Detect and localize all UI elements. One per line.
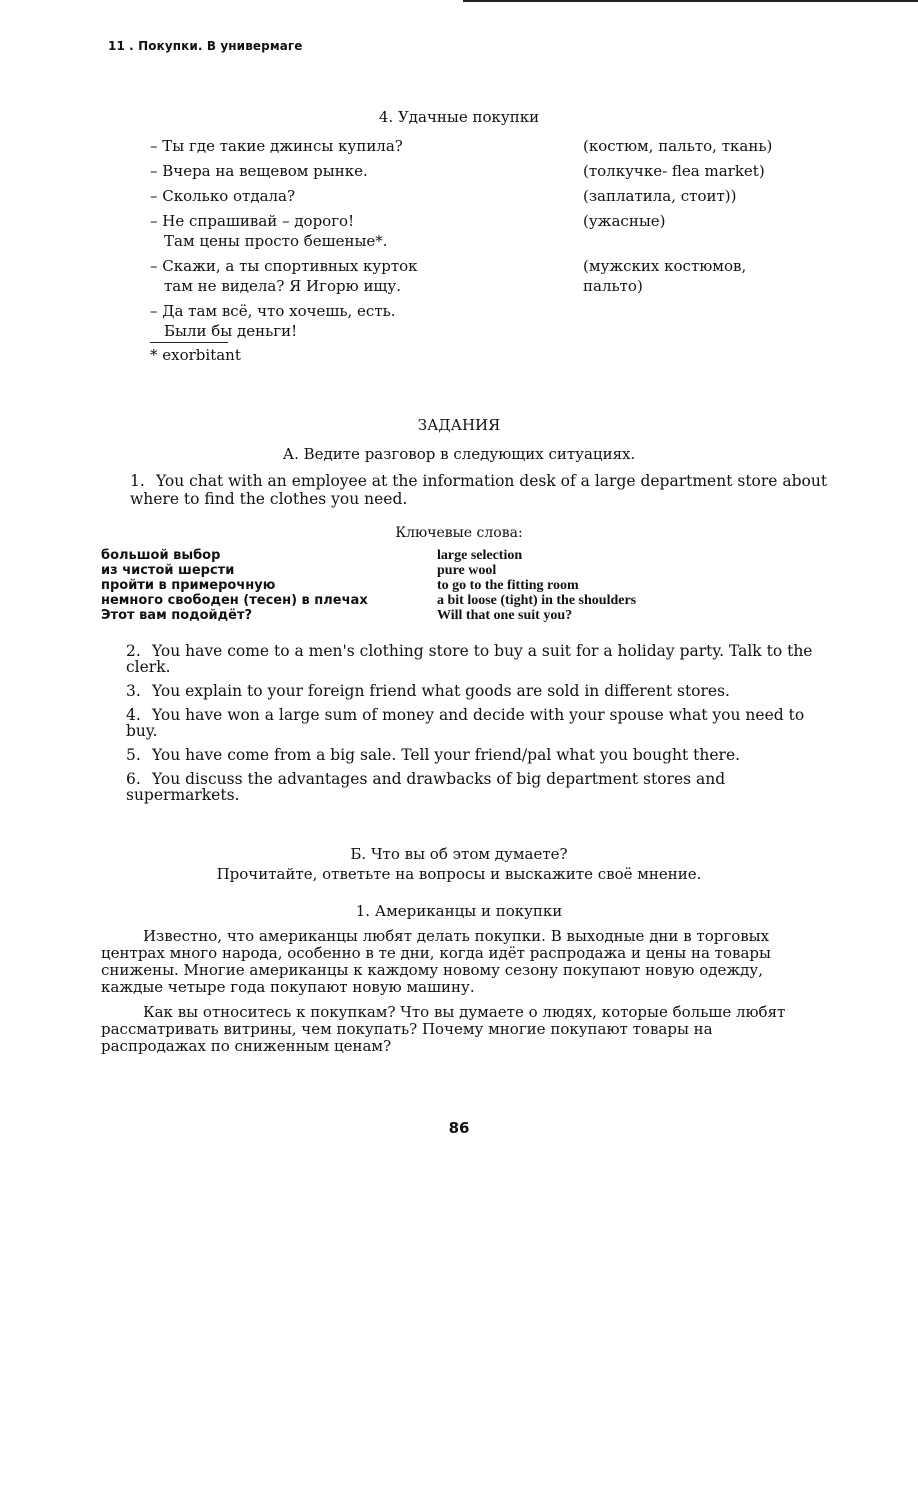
- task-item: [126, 683, 821, 699]
- keyword-ru: немного свободен (тесен) в плечах: [101, 593, 368, 608]
- substitution-hint: (заплатила, стоит)): [583, 187, 737, 205]
- task-number: 5.: [126, 746, 141, 764]
- task-number: 2.: [126, 642, 141, 660]
- dialogue-line: – Да там всё, что хочешь, есть.: [150, 302, 396, 320]
- dialogue-line-continuation: Были бы деньги!: [164, 322, 298, 340]
- substitution-hint: (ужасные): [583, 212, 666, 230]
- dialogue-line-block: [150, 211, 583, 251]
- dialogue-line: – Не спрашивай – дорого!: [150, 212, 355, 230]
- keywords-title: Ключевые слова:: [395, 525, 523, 541]
- task-number: 1.: [130, 472, 145, 490]
- task-list: [126, 643, 821, 811]
- task-number: 3.: [126, 682, 141, 700]
- section-title-successful-purchases: 4. Удачные покупки: [378, 108, 540, 126]
- substitution-hint-block: [583, 256, 873, 296]
- substitution-hint: (толкучке- flea market): [583, 162, 765, 180]
- footnote: * exorbitant: [150, 346, 241, 364]
- dialogue-line-block: [150, 256, 583, 296]
- section-a-title: А. Ведите разговор в следующих ситуациях.: [282, 445, 636, 463]
- keyword-en: to go to the fitting room: [437, 578, 579, 593]
- task-item: [126, 707, 821, 739]
- substitution-hint: пальто): [583, 277, 643, 295]
- dialogue-row: [150, 136, 890, 156]
- keyword-en: large selection: [437, 548, 523, 563]
- substitution-hint-block: [583, 211, 873, 231]
- task-item: [126, 747, 821, 763]
- top-border-line: [463, 0, 918, 2]
- page-number: 86: [448, 1119, 470, 1137]
- task-text: You chat with an employee at the information desk of a large department store about where to find the clothes you need.: [130, 472, 828, 508]
- task-1: [130, 472, 830, 508]
- article-title: 1. Американцы и покупки: [355, 902, 563, 920]
- keywords-english: [437, 548, 857, 623]
- task-text: You have come to a men's clothing store to buy a suit for a holiday party. Talk to the clerk.: [126, 642, 813, 676]
- footnote-divider: [150, 342, 228, 343]
- dialogue: [150, 136, 890, 346]
- substitution-hint: (мужских костюмов,: [583, 257, 747, 275]
- article-body: [101, 928, 806, 1063]
- tasks-heading: ЗАДАНИЯ: [417, 416, 501, 434]
- task-text: You have won a large sum of money and decide with your spouse what you need to buy.: [126, 706, 805, 740]
- dialogue-row: [150, 301, 890, 341]
- task-text: You discuss the advantages and drawbacks of big department stores and supermarkets.: [126, 770, 726, 804]
- article-paragraph: Известно, что американцы любят делать покупки. В выходные дни в торговых центрах много народа, особенно в те дни, когда идёт распродажа и цены на товары снижены. Многие американцы к каждому новому сезону покупают новую одежду, каждые четыре года покупают новую машину.: [101, 927, 771, 996]
- article-paragraph: Как вы относитесь к покупкам? Что вы думаете о людях, которые больше любят рассматривать витрины, чем покупать? Почему многие покупают товары на распродажах по сниженным ценам?: [101, 1003, 786, 1055]
- keyword-en: Will that one suit you?: [437, 608, 573, 623]
- task-number: 6.: [126, 770, 141, 788]
- section-b-title: Б. Что вы об этом думаете?: [350, 845, 568, 863]
- dialogue-row: [150, 161, 890, 181]
- task-text: You explain to your foreign friend what goods are sold in different stores.: [152, 682, 730, 700]
- keyword-ru: пройти в примерочную: [101, 578, 276, 593]
- substitution-hint: (костюм, пальто, ткань): [583, 137, 773, 155]
- dialogue-row: [150, 256, 890, 296]
- section-b-subtitle: Прочитайте, ответьте на вопросы и выскажите своё мнение.: [216, 865, 702, 883]
- dialogue-line: – Сколько отдала?: [150, 187, 296, 205]
- task-item: [126, 643, 821, 675]
- dialogue-line: – Ты где такие джинсы купила?: [150, 137, 403, 155]
- running-head: 11 . Покупки. В универмаге: [108, 39, 303, 53]
- task-text: You have come from a big sale. Tell your friend/pal what you bought there.: [152, 746, 741, 764]
- dialogue-line-continuation: там не видела? Я Игорю ищу.: [164, 277, 401, 295]
- section-b: [0, 844, 918, 884]
- keyword-en: pure wool: [437, 563, 497, 578]
- dialogue-line-continuation: Там цены просто бешеные*.: [164, 232, 388, 250]
- dialogue-line: – Вчера на вещевом рынке.: [150, 162, 368, 180]
- keyword-ru: из чистой шерсти: [101, 563, 235, 578]
- keyword-ru: большой выбор: [101, 548, 221, 563]
- keywords-russian: [101, 548, 431, 623]
- keyword-ru: Этот вам подойдёт?: [101, 608, 253, 623]
- task-item: [126, 771, 821, 803]
- task-number: 4.: [126, 706, 141, 724]
- dialogue-row: [150, 211, 890, 251]
- dialogue-line-block: [150, 301, 583, 341]
- dialogue-row: [150, 186, 890, 206]
- keyword-en: a bit loose (tight) in the shoulders: [437, 593, 637, 608]
- dialogue-line: – Скажи, а ты спортивных курток: [150, 257, 418, 275]
